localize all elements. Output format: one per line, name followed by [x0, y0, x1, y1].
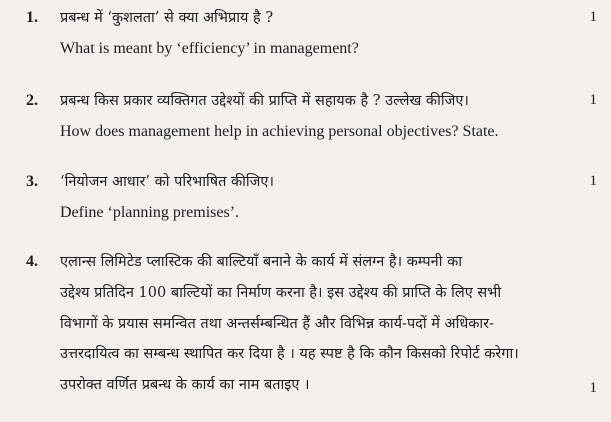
question-hindi-line: विभागों के प्रयास समन्वित तथा अन्तर्सम्बन्धित हैं और विभिन्न कार्य-पदों में अधिकार-	[60, 316, 495, 332]
question-number: 3.	[26, 173, 38, 190]
question-hindi-line: उत्तरदायित्व का सम्बन्ध स्थापित कर दिया है । यह स्पष्ट है कि कौन किसको रिपोर्ट करेगा।	[60, 346, 519, 362]
question-number: 1.	[26, 9, 38, 26]
question-english-text: What is meant by ‘efficiency’ in management?	[60, 40, 359, 57]
question-hindi-line: उद्देश्य प्रतिदिन 100 बाल्टियों का निर्माण करना है। इस उद्देश्य की प्राप्ति के लिए सभी	[60, 285, 502, 301]
question-english-text: How does management help in achieving personal objectives? State.	[60, 123, 499, 140]
question-hindi-line: उपरोक्त वर्णित प्रबन्ध के कार्य का नाम बताइए ।	[60, 377, 310, 393]
marks-label: 1	[589, 380, 597, 396]
question-number: 2.	[26, 92, 38, 109]
marks-label: 1	[589, 173, 597, 189]
marks-label: 1	[589, 92, 597, 108]
question-hindi-line: ‘नियोजन आधार’ को परिभाषित कीजिए।	[60, 174, 274, 190]
question-hindi-line: प्रबन्ध में ‘कुशलता’ से क्या अभिप्राय है ?	[60, 10, 274, 26]
marks-label: 1	[589, 9, 597, 25]
question-english-text: Define ‘planning premises’.	[60, 204, 240, 221]
question-number: 4.	[26, 253, 38, 270]
question-hindi-line: एलान्स लिमिटेड प्लास्टिक की बाल्टियाँ बनाने के कार्य में संलग्न है। कम्पनी का	[60, 254, 462, 270]
question-hindi-line: प्रबन्ध किस प्रकार व्यक्तिगत उद्देश्यों की प्राप्ति में सहायक है ? उल्लेख कीजिए।	[60, 93, 469, 109]
